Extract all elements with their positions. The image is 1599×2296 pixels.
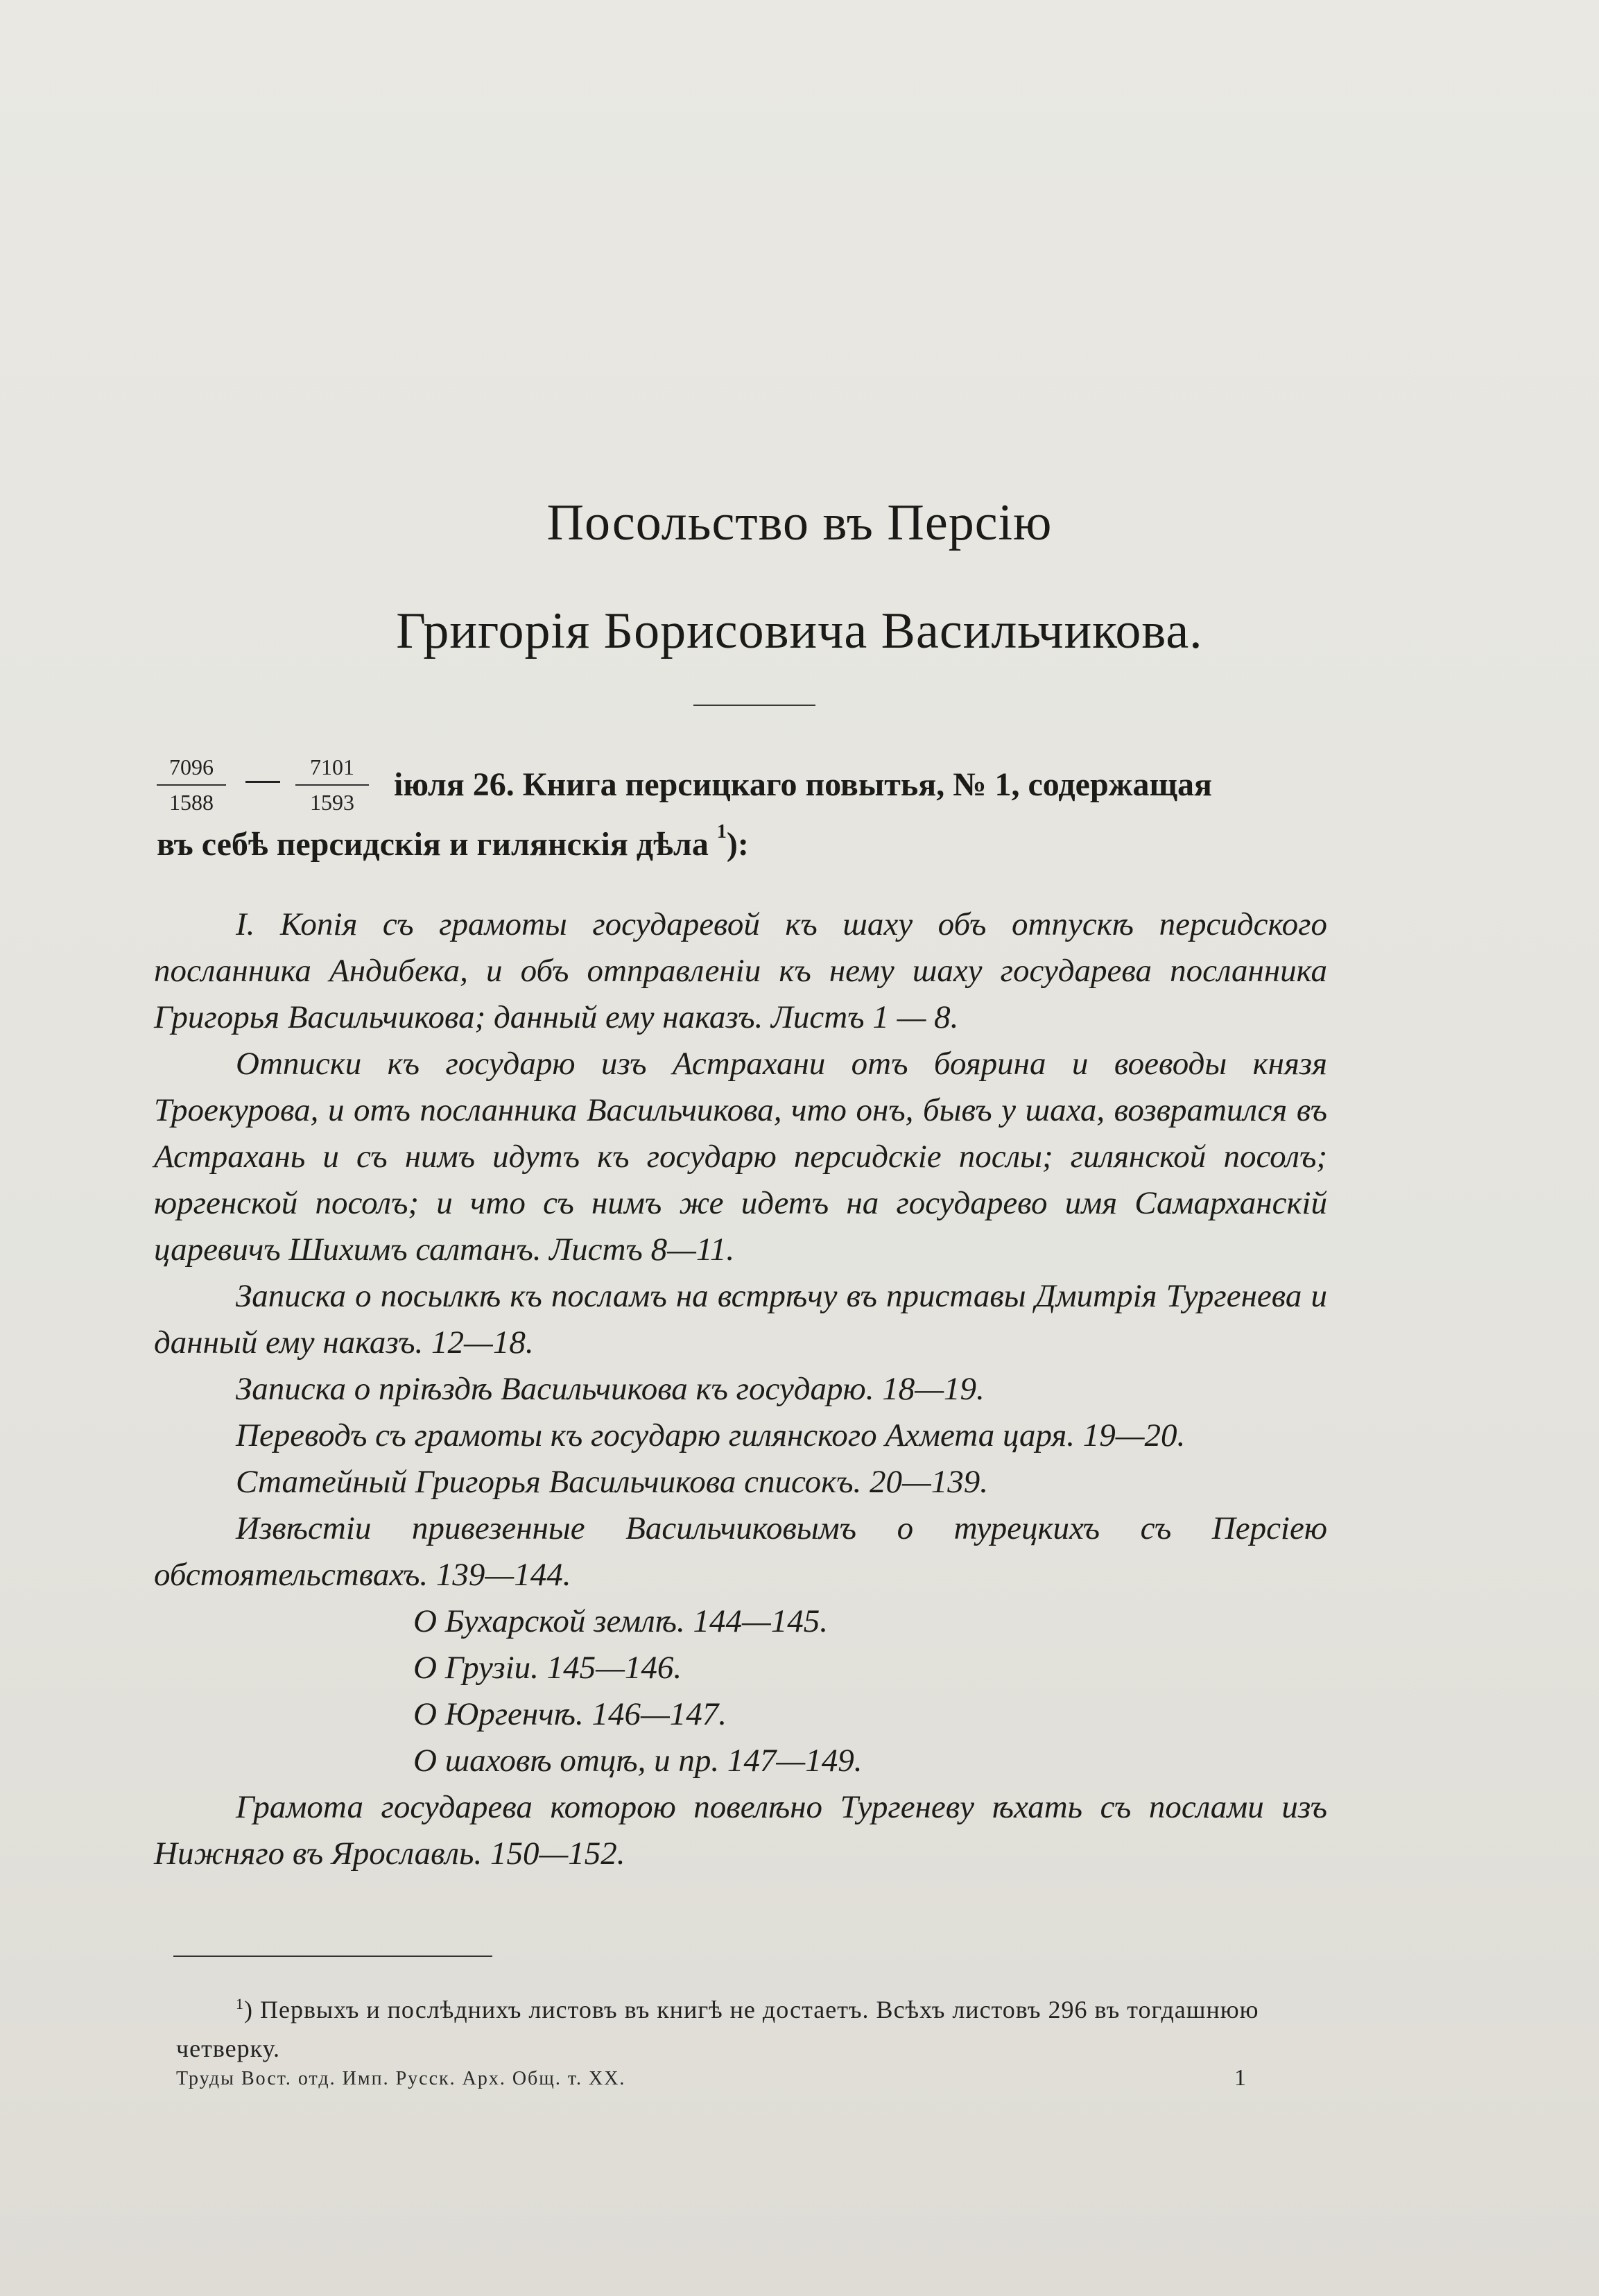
footnote-mark: 1 xyxy=(236,1995,244,2012)
footnote-reference: 1 xyxy=(716,821,727,843)
contents-entry: I. Копія съ грамоты государевой къ шаху объ отпускѣ персидского посланника Андибека, и объ отправленіи къ нему шаху государева посланника Григорья Васильчикова; данный ему наказъ. Листъ 1 — 8. xyxy=(154,906,1327,1035)
contents-sub-entry: О Грузіи. 145—146. xyxy=(413,1650,682,1686)
contents-sub-entry: О Бухарской землѣ. 144—145. xyxy=(413,1603,829,1639)
document-heading-line-1: іюля 26. Книга персицкаго повытья, № 1, содержащая xyxy=(394,766,1212,803)
contents-entry: Записка о пріѣздѣ Васильчикова къ государю. 18—19. xyxy=(236,1371,985,1407)
footnote-text: ) Первыхъ и послѣднихъ листовъ въ книгѣ не достаетъ. Всѣхъ листовъ 296 въ тогдашнюю четверку. xyxy=(176,1996,1259,2062)
contents-entry-final: Грамота государева которою повелѣно Тургеневу ѣхать съ послами изъ Нижняго въ Ярославль. 150—152. xyxy=(154,1789,1327,1872)
title-divider xyxy=(693,705,815,706)
footnote xyxy=(176,1985,1327,2068)
date-fraction-start xyxy=(157,754,226,815)
date-fraction-end xyxy=(295,754,369,815)
date-start-year-a: 7096 xyxy=(169,754,214,779)
contents-sub-entry: О шаховѣ отцѣ, и пр. 147—149. xyxy=(413,1743,863,1779)
contents-entry: Извѣстіи привезенные Васильчиковымъ о турецкихъ съ Персіею обстоятельствахъ. 139—144. xyxy=(154,1510,1327,1593)
heading-line-2-end: ): xyxy=(726,826,749,863)
date-range-dash xyxy=(245,781,280,783)
contents-entry: Записка о посылкѣ къ посламъ на встрѣчу въ приставы Дмитрія Тургенева и данный ему наказъ. 12—18. xyxy=(154,1278,1327,1361)
page-number: 1 xyxy=(1234,2065,1246,2091)
contents-list xyxy=(154,901,1327,1877)
footnote-divider xyxy=(173,1956,492,1957)
contents-entry: Статейный Григорья Васильчикова списокъ. 20—139. xyxy=(236,1464,989,1500)
date-start-year-b: 1588 xyxy=(169,790,214,815)
contents-sub-entry: О Юргенчѣ. 146—147. xyxy=(413,1696,727,1732)
fraction-bar xyxy=(157,784,226,786)
fraction-bar xyxy=(295,784,369,786)
heading-line-2-text: въ себѣ персидскія и гилянскія дѣла xyxy=(157,826,709,863)
contents-entry: Отписки къ государю изъ Астрахани отъ боярина и воеводы князя Троекурова, и отъ посланника Васильчикова, что онъ, бывъ у шаха, возвратился въ Астрахань и съ нимъ идутъ къ государю персидскіе послы; гилянской посолъ; юргенской посолъ; и что съ нимъ же идетъ на государево имя Самарханскій царевичъ Шихимъ салтанъ. Листъ 8—11. xyxy=(154,1046,1327,1268)
contents-entry: Переводъ съ грамоты къ государю гилянского Ахмета царя. 19—20. xyxy=(236,1417,1186,1453)
page-title-line-1: Посольство въ Персію xyxy=(546,494,1053,551)
running-footer: Труды Вост. отд. Имп. Русск. Арх. Общ. т. XX. xyxy=(176,2068,626,2089)
page-title-line-2: Григорія Борисовича Васильчикова. xyxy=(396,603,1203,659)
date-end-year-b: 1593 xyxy=(310,790,354,815)
date-end-year-a: 7101 xyxy=(310,754,354,779)
document-heading-line-2 xyxy=(157,821,749,863)
